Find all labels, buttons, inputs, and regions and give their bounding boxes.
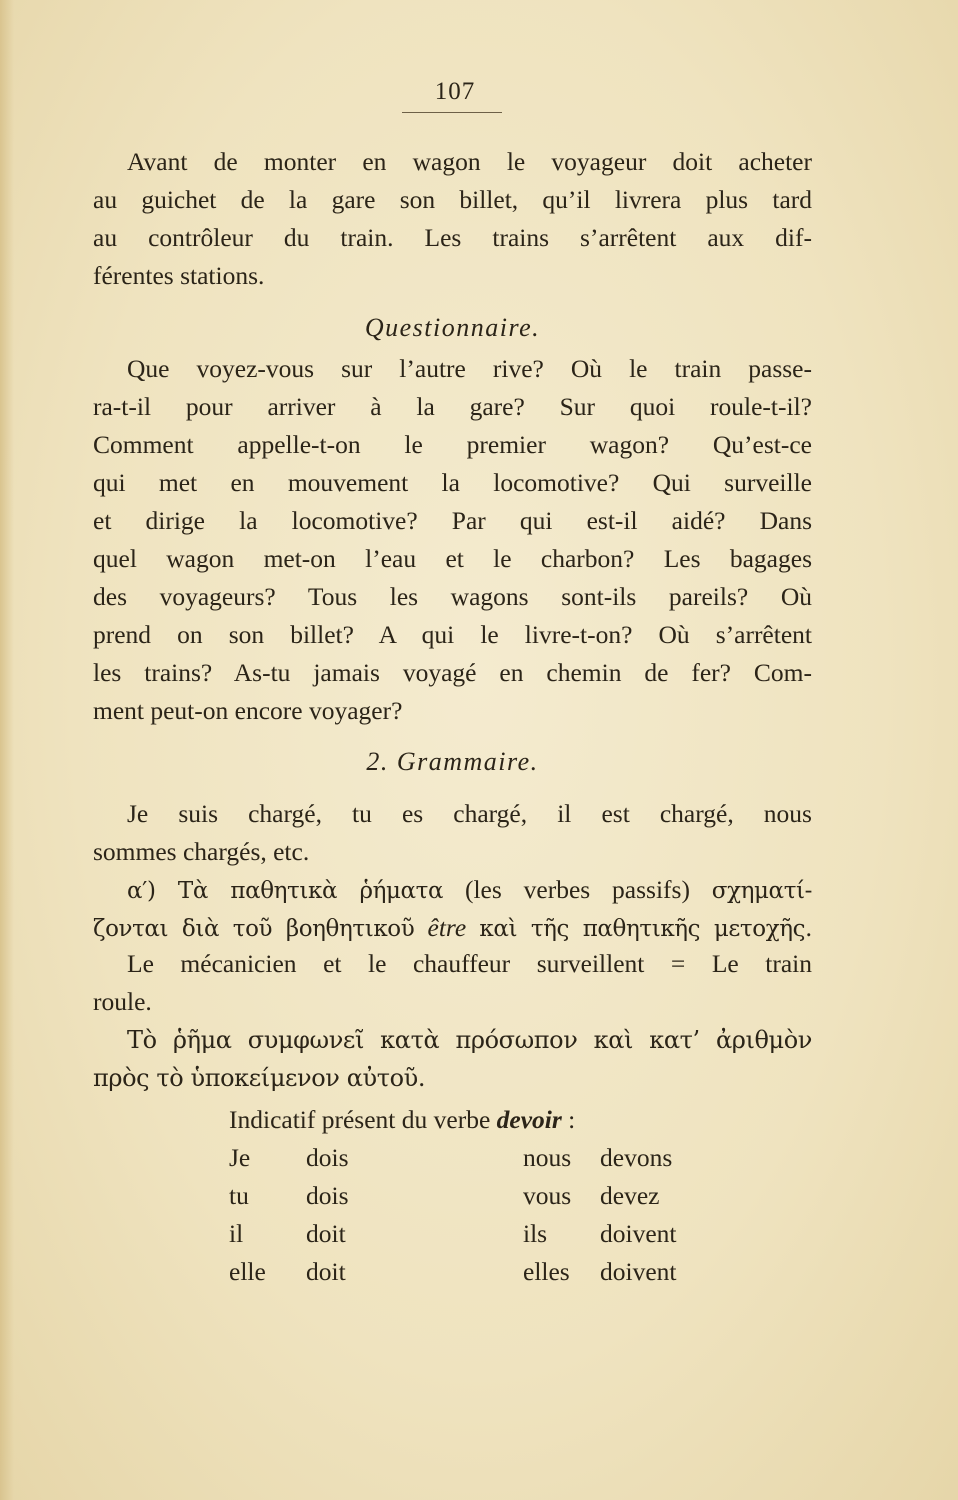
french-word-etre: être — [427, 913, 467, 942]
conjugation-verb: devoir — [496, 1105, 562, 1134]
greek-text: α′) Τὰ παθητικὰ ῥήματα — [127, 878, 444, 904]
paragraph-line: au contrôleur du train. Les trains s’arrêtent aux dif- — [93, 223, 812, 252]
greek-rule-line — [127, 873, 812, 908]
pronoun: tu — [229, 1181, 249, 1210]
questionnaire-line: et dirige la locomotive? Par qui est-il aidé? Dans — [93, 506, 812, 535]
greek-text: σχηματί- — [711, 878, 813, 904]
questionnaire-line: ment peut-on encore voyager? — [93, 696, 403, 725]
verb-form: dois — [306, 1181, 349, 1210]
verb-form: doivent — [600, 1219, 677, 1248]
verb-form: devez — [600, 1181, 660, 1210]
verb-form: doit — [306, 1257, 346, 1286]
pronoun: elles — [523, 1257, 570, 1286]
greek-rule-line — [93, 911, 812, 946]
pronoun: ils — [523, 1219, 548, 1248]
questionnaire-heading: Questionnaire. — [364, 313, 541, 342]
conjugation-title — [229, 1103, 575, 1137]
page-edge-shadow — [0, 0, 14, 1500]
questionnaire-line: qui met en mouvement la locomotive? Qui surveille — [93, 468, 812, 497]
grammar-line: sommes chargés, etc. — [93, 837, 310, 866]
questionnaire-line: quel wagon met-on l’eau et le charbon? Les bagages — [93, 544, 812, 573]
pronoun: il — [229, 1219, 244, 1248]
questionnaire-line: prend on son billet? A qui le livre-t-on? Où s’arrêtent — [93, 620, 812, 649]
example-line: roule. — [93, 987, 152, 1016]
paragraph-line: férentes stations. — [93, 261, 265, 290]
greek-agreement-line: Τὸ ῥῆμα συμφωνεῖ κατὰ πρόσωπον καὶ κατ’ ἀριθμὸν — [127, 1026, 812, 1054]
questionnaire-line: Comment appelle-t-on le premier wagon? Qu’est-ce — [93, 430, 812, 459]
verb-form: dois — [306, 1143, 349, 1172]
page-number: 107 — [434, 78, 476, 105]
grammar-heading: 2. Grammaire. — [366, 747, 539, 776]
greek-agreement-line: πρὸς τὸ ὑποκείμενον αὐτοῦ. — [93, 1064, 426, 1092]
verb-form: doit — [306, 1219, 346, 1248]
french-gloss: (les verbes passifs) — [464, 875, 690, 904]
paragraph-line: au guichet de la gare son billet, qu’il livrera plus tard — [93, 185, 812, 214]
greek-text: ζονται διὰ τοῦ βοηθητικοῦ — [93, 916, 415, 942]
questionnaire-line: Que voyez-vous sur l’autre rive? Où le train passe- — [127, 354, 812, 383]
pronoun: elle — [229, 1257, 266, 1286]
conjugation-title-colon: : — [568, 1105, 576, 1134]
conjugation-title-text: Indicatif présent du verbe — [229, 1105, 491, 1134]
verb-form: devons — [600, 1143, 673, 1172]
questionnaire-line: ra-t-il pour arriver à la gare? Sur quoi roule-t-il? — [93, 392, 812, 421]
verb-form: doivent — [600, 1257, 677, 1286]
greek-text: καὶ τῆς παθητικῆς μετοχῆς. — [479, 916, 813, 942]
pronoun: nous — [523, 1143, 572, 1172]
pronoun: Je — [229, 1143, 251, 1172]
questionnaire-line: les trains? As-tu jamais voyagé en chemin de fer? Com- — [93, 658, 812, 687]
pronoun: vous — [523, 1181, 572, 1210]
example-line: Le mécanicien et le chauffeur surveillent = Le train — [127, 949, 812, 978]
grammar-line: Je suis chargé, tu es chargé, il est chargé, nous — [127, 799, 812, 828]
page-number-rule — [402, 112, 502, 113]
questionnaire-line: des voyageurs? Tous les wagons sont-ils pareils? Où — [93, 582, 812, 611]
paragraph-line: Avant de monter en wagon le voyageur doit acheter — [127, 147, 812, 176]
